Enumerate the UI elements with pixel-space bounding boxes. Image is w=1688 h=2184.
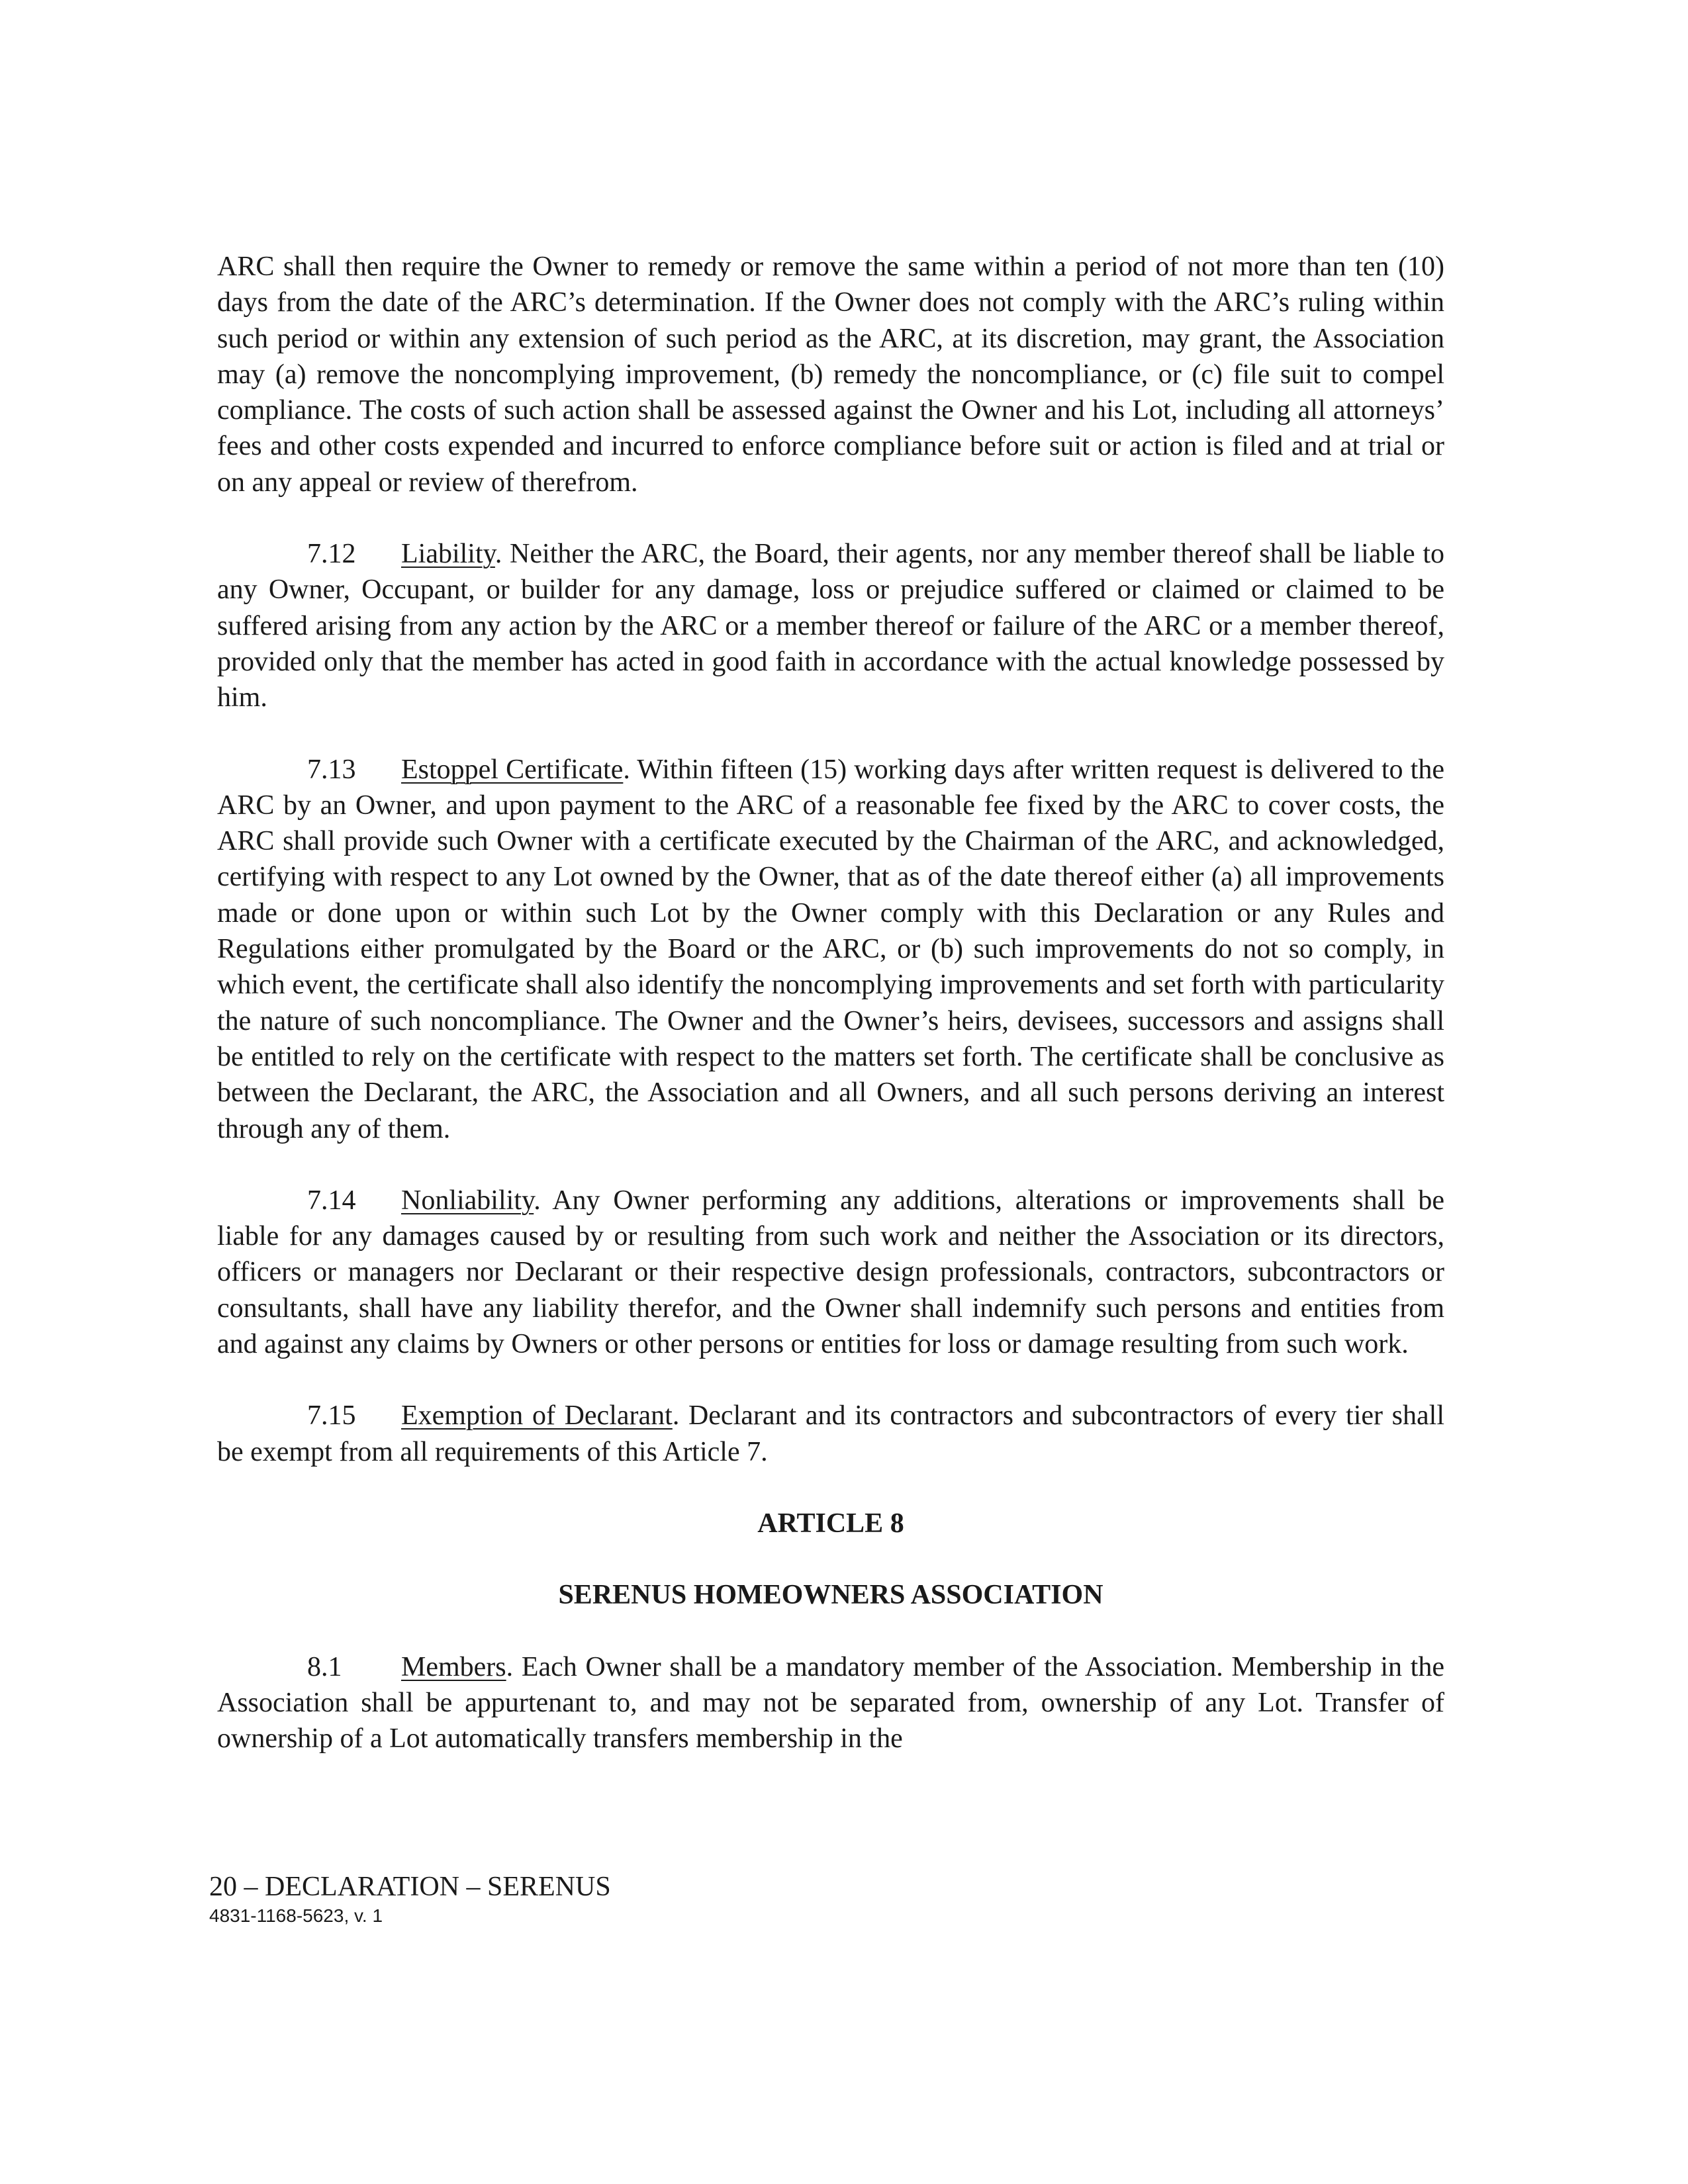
section-number: 7.13: [307, 754, 356, 785]
section-heading: Estoppel Certificate: [401, 754, 624, 785]
section-text: . Any Owner performing any additions, alterations or improvements shall be liable for any damages caused by or resulting from such work and neither the Association or its directors, officers or managers nor Declarant or their respective design professionals, contractors, subcontractors or consultants, shall have any liability therefor, and the Owner shall indemnify such persons and entities from and against any claims by Owners or other persons or entities for loss or damage resulting from such work.: [217, 1185, 1444, 1360]
section-7-14: [217, 1183, 1444, 1362]
section-7-12: [217, 536, 1444, 715]
section-7-13: [217, 752, 1444, 1147]
section-text: . Each Owner shall be a mandatory member of the Association. Membership in the Association shall be appurtenant to, and may not be separated from, ownership of any Lot. Transfer of ownership of a Lot automatically transfers membership in the: [217, 1651, 1444, 1754]
article-subtitle: SERENUS HOMEOWNERS ASSOCIATION: [558, 1580, 1103, 1611]
section-heading: Members: [401, 1651, 506, 1682]
footer-page-label: 20 – DECLARATION – SERENUS: [209, 1872, 611, 1902]
section-heading: Liability: [401, 539, 495, 570]
section-8-1: [217, 1649, 1444, 1757]
section-number: 7.12: [307, 539, 356, 570]
section-text: . Neither the ARC, the Board, their agents, nor any member thereof shall be liable to any Owner, Occupant, or builder for any damage, loss or prejudice suffered or claimed or claimed to be suffered arising from any action by the ARC or a member thereof or failure of the ARC or a member thereof, provided only that the member has acted in good faith in accordance with the actual knowledge possessed by him.: [217, 539, 1444, 713]
section-number: 7.14: [307, 1185, 356, 1216]
section-7-15: [217, 1398, 1444, 1470]
section-text: . Declarant and its contractors and subcontractors of every tier shall be exempt from all requirements of this Article 7.: [217, 1400, 1444, 1467]
section-text: . Within fifteen (15) working days after written request is delivered to the ARC by an Owner, and upon payment to the ARC of a reasonable fee fixed by the ARC to cover costs, the ARC shall provide such Owner with a certificate executed by the Chairman of the ARC, and acknowledged, certifying with respect to any Lot owned by the Owner, that as of the date thereof either (a) all improvements made or done upon or within such Lot by the Owner comply with this Declaration or any Rules and Regulations either promulgated by the Board or the ARC, or (b) such improvements do not so comply, in which event, the certificate shall also identify the noncomplying improvements and set forth with particularity the nature of such noncompliance. The Owner and the Owner’s heirs, devisees, successors and assigns shall be entitled to rely on the certificate with respect to the matters set forth. The certificate shall be conclusive as between the Declarant, the ARC, the Association and all Owners, and all such persons deriving an interest through any of them.: [217, 754, 1444, 1144]
paragraph-intro: ARC shall then require the Owner to remedy or remove the same within a period of not more than ten (10) days from the date of the ARC’s determination. If the Owner does not comply with the ARC’s ruling within such period or within any extension of such period as the ARC, at its discretion, may grant, the Association may (a) remove the noncomplying improvement, (b) remedy the noncompliance, or (c) file suit to compel compliance. The costs of such action shall be assessed against the Owner and his Lot, including all attorneys’ fees and other costs expended and incurred to enforce compliance before suit or action is filed and at trial or on any appeal or review of therefrom.: [217, 251, 1444, 498]
article-title: ARTICLE 8: [757, 1508, 904, 1539]
section-number: 8.1: [307, 1651, 342, 1682]
section-heading: Exemption of Declarant: [401, 1400, 673, 1432]
section-number: 7.15: [307, 1400, 356, 1432]
section-heading: Nonliability: [401, 1185, 534, 1216]
footer-document-id: 4831-1168-5623, v. 1: [209, 1905, 383, 1926]
page-footer: [209, 1870, 611, 1927]
document-body: [217, 249, 1444, 1756]
